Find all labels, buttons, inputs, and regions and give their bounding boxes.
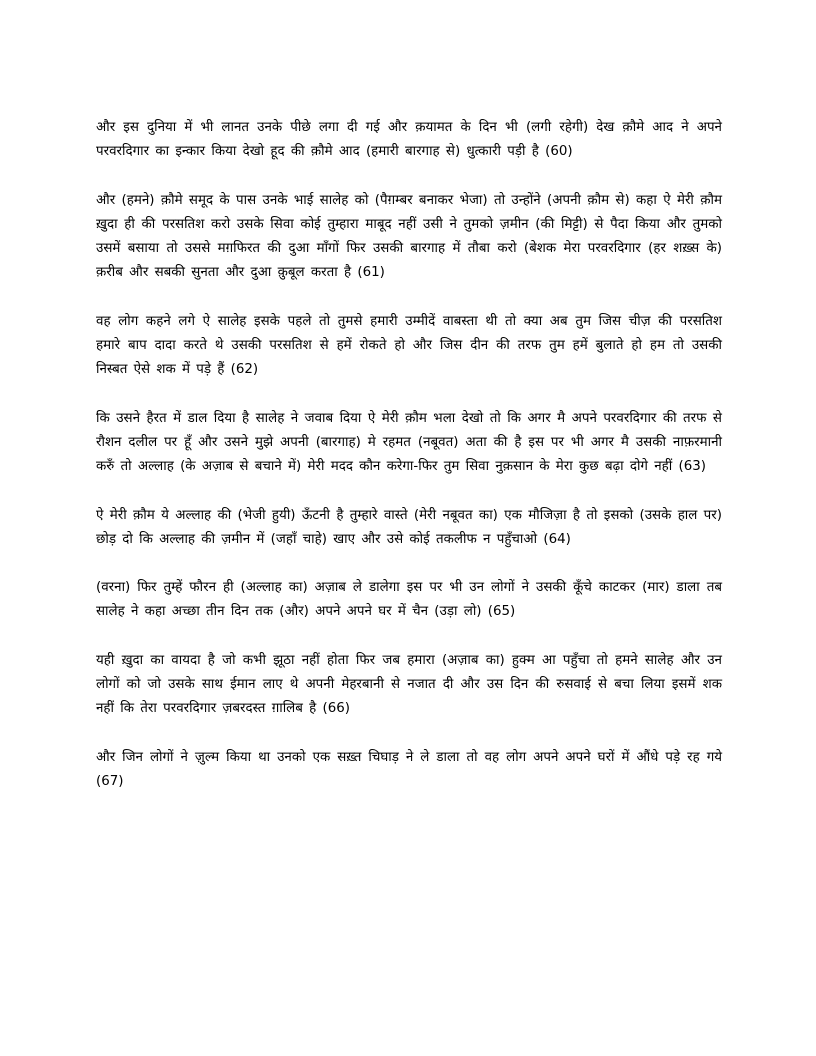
verse-paragraph: और जिन लोगों ने ज़ुल्म किया था उनको एक सख़्त चिघाड़ ने ले डाला तो वह लोग अपने अपने घरों में औंधे पड़े रह गये (67) xyxy=(96,749,722,789)
verse-paragraph: कि उसने हैरत में डाल दिया है सालेह ने जवाब दिया ऐ मेरी क़ौम भला देखो तो कि अगर मै अपने परवरदिगार की तरफ से रौशन दलील पर हूँ और उसने मुझे अपनी (बारगाह) मे रहमत (नबूवत) अता की है इस पर भी अगर मै उसकी नाफ़रमानी करुँ तो अल्लाह (के अज़ाब से बचाने में) मेरी मदद कौन करेगा-फिर तुम सिवा नुक़सान के मेरा कुछ बढ़ा दोगे नहीं (63) xyxy=(96,410,722,475)
verse-paragraph: ऐ मेरी क़ौम ये अल्लाह की (भेजी हुयी) ऊँटनी है तुम्हारे वास्ते (मेरी नबूवत का) एक मौजिज़ा है तो इसको (उसके हाल पर) छोड़ दो कि अल्लाह की ज़मीन में (जहाँ चाहे) खाए और उसे कोई तकलीफ न पहुँचाओ (64) xyxy=(96,507,722,547)
document-page xyxy=(96,116,722,818)
verse-paragraph: यही ख़ुदा का वायदा है जो कभी झूठा नहीं होता फिर जब हमारा (अज़ाब का) हुक्म आ पहुँचा तो हमने सालेह और उन लोगों को जो उसके साथ ईमान लाए थे अपनी मेहरबानी से नजात दी और उस दिन की रुसवाई से बचा लिया इसमें शक नहीं कि तेरा परवरदिगार ज़बरदस्त ग़ालिब है (66) xyxy=(96,652,722,717)
verse-paragraph: और (हमने) क़ौमे समूद के पास उनके भाई सालेह को (पैग़म्बर बनाकर भेजा) तो उन्होंने (अपनी क़ौम से) कहा ऐ मेरी क़ौम ख़ुदा ही की परसतिश करो उसके सिवा कोई तुम्हारा माबूद नहीं उसी ने तुमको ज़मीन (की मिट्टी) से पैदा किया और तुमको उसमें बसाया तो उससे मग़फिरत की दुआ माँगों फिर उसकी बारगाह में तौबा करो (बेशक मेरा परवरदिगार (हर शख़्स के) क़रीब और सबकी सुनता और दुआ क़ुबूल करता है (61) xyxy=(96,192,722,281)
verse-paragraph: (वरना) फिर तुम्हें फौरन ही (अल्लाह का) अज़ाब ले डालेगा इस पर भी उन लोगों ने उसकी कूँचे काटकर (मार) डाला तब सालेह ने कहा अच्छा तीन दिन तक (और) अपने अपने घर में चैन (उड़ा लो) (65) xyxy=(96,580,722,620)
verse-paragraph: वह लोग कहने लगे ऐ सालेह इसके पहले तो तुमसे हमारी उम्मीदें वाबस्ता थी तो क्या अब तुम जिस चीज़ की परसतिश हमारे बाप दादा करते थे उसकी परसतिश से हमें रोकते हो और जिस दीन की तरफ तुम हमें बुलाते हो हम तो उसकी निस्बत ऐसे शक में पड़े हैं (62) xyxy=(96,313,722,378)
verse-paragraph: और इस दुनिया में भी लानत उनके पीछे लगा दी गई और क़यामत के दिन भी (लगी रहेगी) देख क़ौमे आद ने अपने परवरदिगार का इन्कार किया देखो हूद की क़ौमे आद (हमारी बारगाह से) धुत्कारी पड़ी है (60) xyxy=(96,120,722,160)
